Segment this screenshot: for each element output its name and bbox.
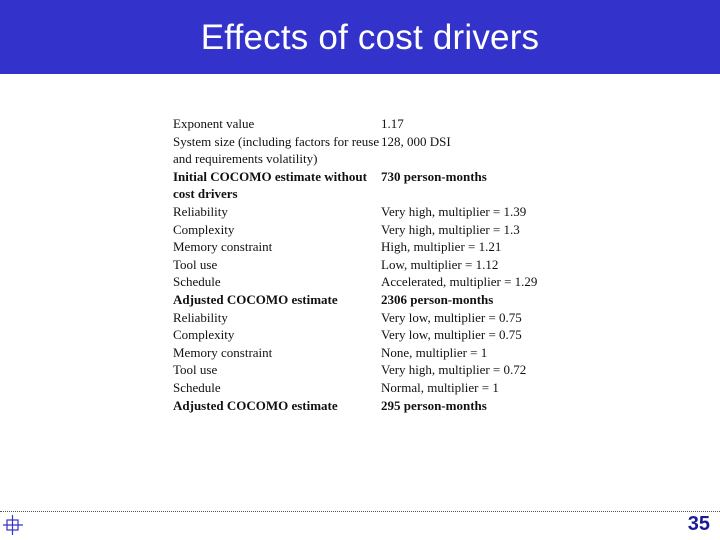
row-label: Schedule xyxy=(173,379,221,395)
row-label: Initial COCOMO estimate without xyxy=(173,168,367,184)
table-row xyxy=(173,115,551,133)
row-value: Very high, multiplier = 1.39 xyxy=(381,203,527,219)
row-value: High, multiplier = 1.21 xyxy=(381,239,502,255)
row-label: Complexity xyxy=(173,221,235,237)
row-label: System size (including factors for reuse xyxy=(173,133,380,149)
table-row xyxy=(173,326,551,344)
table-row xyxy=(173,256,551,274)
row-value: Very high, multiplier = 0.72 xyxy=(381,362,527,378)
row-label: Tool use xyxy=(173,256,218,272)
row-value: None, multiplier = 1 xyxy=(381,344,488,360)
crosshair-square-icon xyxy=(2,514,24,536)
row-label: Memory constraint xyxy=(173,239,273,255)
table-row xyxy=(173,203,551,221)
table-row xyxy=(173,397,551,415)
row-label: Reliability xyxy=(173,309,228,325)
table-row xyxy=(173,168,551,186)
table-row xyxy=(173,133,551,151)
row-value: Very low, multiplier = 0.75 xyxy=(381,327,522,343)
row-value: 128, 000 DSI xyxy=(381,133,451,149)
table-row xyxy=(173,238,551,256)
row-value: 295 person-months xyxy=(381,397,487,413)
footer-divider xyxy=(0,511,720,512)
slide-title: Effects of cost drivers xyxy=(200,18,540,57)
row-value: 730 person-months xyxy=(381,168,487,184)
row-label: Exponent value xyxy=(173,116,255,131)
table-row xyxy=(173,291,551,309)
row-value: 1.17 xyxy=(381,116,404,131)
table-row xyxy=(173,309,551,327)
row-label: Memory constraint xyxy=(173,344,273,360)
row-label: Tool use xyxy=(173,362,218,378)
row-value: Very high, multiplier = 1.3 xyxy=(381,221,520,237)
row-label: Schedule xyxy=(173,274,221,290)
row-value xyxy=(381,150,551,168)
table-row xyxy=(173,221,551,239)
table-row xyxy=(173,185,551,203)
row-label: cost drivers xyxy=(173,186,238,202)
row-value: Accelerated, multiplier = 1.29 xyxy=(381,274,538,290)
table-row xyxy=(173,344,551,362)
row-label: and requirements volatility) xyxy=(173,151,318,167)
row-value: Normal, multiplier = 1 xyxy=(381,379,499,395)
table-row xyxy=(173,150,551,168)
row-value: Very low, multiplier = 0.75 xyxy=(381,309,522,325)
row-value xyxy=(381,185,551,203)
row-label: Adjusted COCOMO estimate xyxy=(173,397,338,413)
cost-driver-table xyxy=(173,115,551,414)
table-row xyxy=(173,379,551,397)
page-number: 35 xyxy=(687,513,710,535)
row-label: Adjusted COCOMO estimate xyxy=(173,291,338,307)
table-row xyxy=(173,361,551,379)
row-value: Low, multiplier = 1.12 xyxy=(381,256,499,272)
row-label: Reliability xyxy=(173,203,228,219)
row-label: Complexity xyxy=(173,327,235,343)
row-value: 2306 person-months xyxy=(381,291,494,307)
table-row xyxy=(173,273,551,291)
